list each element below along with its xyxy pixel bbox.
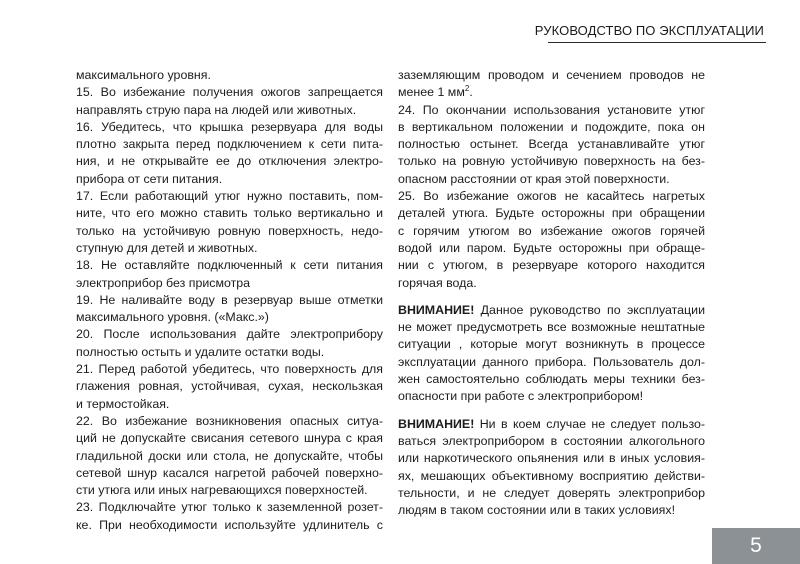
safety-items-24-25 — [398, 102, 705, 292]
text-line: ций не допускайте свисания сетевого шнура с края — [76, 431, 383, 446]
right-text-column — [398, 67, 705, 519]
text-line: 24. По окончании использования установите утюг — [398, 102, 705, 117]
text-line: заземляющим проводом и сечением проводов не — [398, 68, 705, 82]
text-line: в вертикальном положении и подождите, пока он — [398, 119, 705, 134]
text-line: 18. Не оставляйте подключенный к сети питания — [76, 258, 383, 273]
left-text-column — [76, 67, 383, 534]
text-line: сти утюга или иных нагревающихся поверхностей. — [76, 483, 368, 498]
text-line: 19. Не наливайте воду в резервуар выше отметки — [76, 292, 383, 307]
text-span: . — [469, 85, 473, 100]
text-line: опасности при работе с электроприбором! — [398, 389, 644, 404]
text-line: 22. Во избежание возникновения опасных ситуа- — [76, 413, 383, 428]
text-line: ке. При необходимости используйте удлинитель с — [76, 517, 383, 532]
text-line: сетевой шнур касался нагретой рабочей поверхно- — [76, 465, 383, 480]
text-line: опасном расстоянии от края этой поверхности. — [398, 171, 670, 186]
text-line: эксплуатации данного прибора. Пользователь дол- — [398, 354, 705, 369]
text-line: глажения ровная, устойчивая, сухая, нескользкая — [76, 379, 383, 394]
text-line: только на ровную устойчивую поверхность на без- — [398, 154, 705, 169]
text-line — [398, 302, 705, 319]
text-line: полностью остыть и удалите остатки воды. — [76, 344, 325, 359]
text-line: ступную для детей и животных. — [76, 240, 258, 255]
warning-label: ВНИМАНИЕ! — [398, 302, 475, 317]
warning-2-lines — [398, 433, 705, 519]
text-line — [398, 416, 705, 433]
text-line: направлять струю пара на людей или животных. — [76, 102, 357, 117]
text-line: жен самостоятельно соблюдать меры техники без- — [398, 372, 705, 387]
page-number: 5 — [712, 528, 800, 564]
text-line: максимального уровня. («Макс.») — [76, 310, 269, 325]
text-line: или наркотического опьянения или в иных условия- — [398, 451, 705, 466]
warning-label: ВНИМАНИЕ! — [398, 416, 475, 431]
text-line: гладильной доски или стола, не допускайте, чтобы — [76, 448, 383, 463]
text-line: горячая вода. — [398, 275, 477, 290]
text-span: менее 1 мм — [398, 85, 465, 100]
text-line: прибора от сети питания. — [76, 171, 223, 186]
text-line — [398, 84, 705, 101]
text-line: 21. Перед работой убедитесь, что поверхность для — [76, 362, 383, 377]
text-line: 23. Подключайте утюг только к заземленной розет- — [76, 500, 383, 515]
text-line: плотно закрыта перед подключением к сети пита- — [76, 137, 383, 152]
text-line: 20. После использования дайте электроприбору — [76, 327, 383, 342]
text-line: 25. Во избежание ожогов не касайтесь нагретых — [398, 189, 705, 204]
superscript: 2 — [464, 84, 470, 94]
text-line: ях, мешающих объективному восприятию действи- — [398, 468, 705, 483]
warning-block-1 — [398, 302, 705, 406]
text-line: тельности, и не следует доверять электроприбор — [398, 485, 705, 500]
text-line: нии с утюгом, в резервуаре которого находится — [398, 258, 705, 273]
text-line: с горячим утюгом во избежание ожогов горячей — [398, 223, 705, 238]
text-line: ния, и не открывайте ее до отключения электро- — [76, 154, 383, 169]
text-line: деталей утюга. Будьте осторожны при обращении — [398, 206, 705, 221]
text-span: Ни в коем случае не следует пользо- — [474, 416, 705, 431]
text-line: ваться электроприбором в состоянии алкогольного — [398, 433, 705, 448]
page-header-title: РУКОВОДСТВО ПО ЭКСПЛУАТАЦИИ — [534, 23, 764, 38]
warning-1-lines — [398, 319, 705, 405]
text-line: электроприбор без присмотра — [76, 275, 251, 290]
warning-block-2 — [398, 416, 705, 520]
text-line: и термостойкая. — [76, 396, 170, 411]
text-line: максимального уровня. — [76, 68, 211, 82]
text-line: водой или паром. Будьте осторожны при обраще- — [398, 240, 705, 255]
text-line: людям в таком состоянии или в таких условиях! — [398, 503, 676, 518]
text-line: ситуации , которые могут возникнуть в процессе — [398, 337, 705, 352]
text-line: полностью остынет. Всегда устанавливайте утюг — [398, 137, 705, 152]
text-line: ните, что его можно ставить только вертикально и — [76, 206, 383, 221]
text-span: Данное руководство по эксплуатации — [474, 302, 705, 317]
text-line: 15. Во избежание получения ожогов запрещается — [76, 85, 383, 100]
text-line: не может предусмотреть все возможные нештатные — [398, 320, 705, 335]
text-line: только на устойчивую ровную поверхность, недо- — [76, 223, 383, 238]
text-line: 16. Убедитесь, что крышка резервуара для воды — [76, 119, 383, 134]
header-divider — [548, 42, 766, 43]
text-line: 17. Если работающий утюг нужно поставить, пом- — [76, 189, 383, 204]
